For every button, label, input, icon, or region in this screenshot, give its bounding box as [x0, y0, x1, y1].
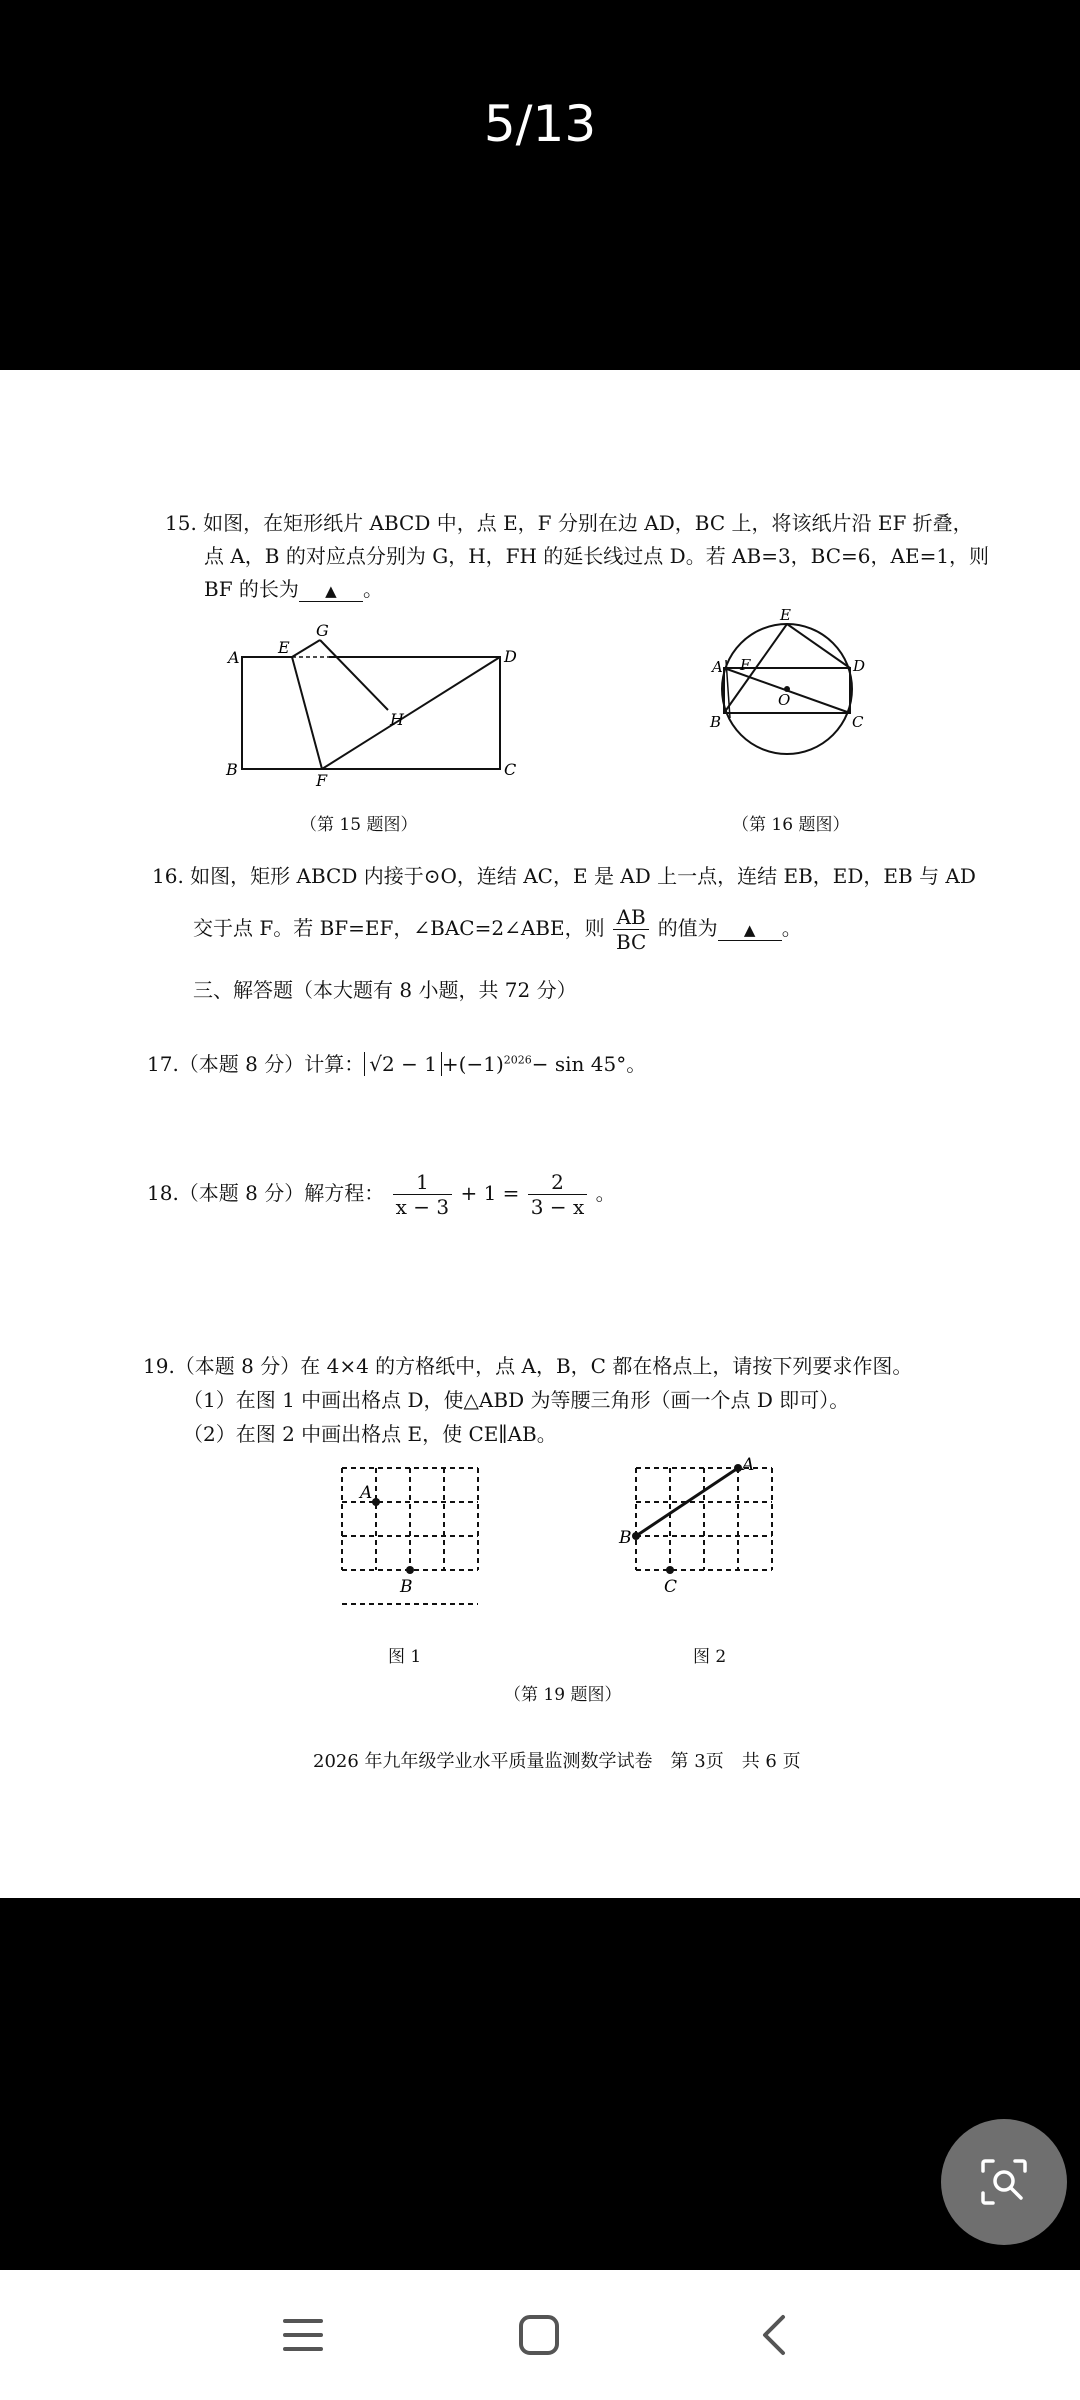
label-a: A: [360, 1483, 373, 1503]
fold-line-ef: [292, 657, 322, 769]
q15-answer-blank: [299, 577, 363, 602]
q18-frac1-numerator: 1: [393, 1170, 452, 1195]
segment-gh: [320, 640, 388, 710]
q16-fraction-numerator: AB: [613, 905, 649, 930]
figure-16: [680, 600, 910, 760]
q17: [147, 1048, 646, 1077]
label-h: H: [390, 710, 404, 729]
label-b: B: [226, 760, 238, 779]
q15-line3-suffix: 。: [362, 577, 383, 601]
label-f: F: [316, 771, 328, 790]
q16-line2: [193, 905, 802, 954]
label-b: B: [400, 1577, 413, 1597]
page-footer: 2026 年九年级学业水平质量监测数学试卷 第 3页 共 6 页: [313, 1751, 801, 1772]
figure-15: [220, 620, 520, 790]
label-c: C: [504, 760, 517, 779]
q18-frac2-numerator: 2: [528, 1170, 587, 1195]
grid-point-a: [372, 1498, 380, 1506]
rectangle-abcd: [242, 657, 500, 769]
q15-line1: 15. 如图，在矩形纸片 ABCD 中，点 E，F 分别在边 AD，BC 上，将该纸片沿 EF 折叠，: [165, 511, 973, 535]
q18-mid: + 1 =: [460, 1181, 520, 1205]
grid-figure-2: [616, 1455, 786, 1598]
q15-line3: [204, 573, 383, 602]
menu-icon: [281, 2315, 325, 2355]
label-e: E: [780, 606, 791, 624]
grid-point-a: [734, 1464, 742, 1472]
segment-fd: [322, 657, 500, 769]
q16-line2-prefix: 交于点 F。若 BF=EF，∠BAC=2∠ABE，则: [193, 916, 605, 940]
q18-fraction-2: [528, 1170, 587, 1219]
fig2-label: 图 2: [693, 1647, 727, 1667]
label-b: B: [619, 1528, 632, 1548]
label-e: E: [278, 638, 290, 657]
label-d: D: [853, 657, 866, 675]
viewer-footer: [0, 1898, 1080, 2270]
q15-answer-mark: ▲: [325, 582, 337, 600]
home-icon: [517, 2313, 561, 2357]
q17-mid: +(−1): [441, 1052, 504, 1076]
menu-button[interactable]: [253, 2285, 353, 2385]
home-button[interactable]: [489, 2285, 589, 2385]
q16-line2-end: 。: [781, 916, 802, 940]
q18-frac2-denominator: 3 − x: [530, 1195, 585, 1219]
q15-line2: 点 A，B 的对应点分别为 G，H，FH 的延长线过点 D。若 AB=3，BC=6，AE=1，则: [204, 544, 990, 568]
q18-fraction-1: [393, 1170, 452, 1219]
fig1-label: 图 1: [388, 1647, 422, 1667]
q19-line3: （2）在图 2 中画出格点 E，使 CE∥AB。: [183, 1422, 557, 1446]
label-c: C: [852, 713, 864, 731]
grid-point-b: [406, 1566, 414, 1574]
viewer-header: [0, 0, 1080, 370]
q16-fraction: [613, 905, 649, 954]
exam-page: [0, 370, 1080, 1898]
section-3-heading: 三、解答题（本大题有 8 小题，共 72 分）: [193, 978, 577, 1002]
q17-absolute-value: √2 − 1: [364, 1052, 442, 1076]
label-b: B: [710, 713, 722, 731]
q16-answer-blank: [718, 916, 782, 941]
q19-line2: （1）在图 1 中画出格点 D，使△ABD 为等腰三角形（画一个点 D 即可）。: [183, 1388, 850, 1412]
q16-fraction-denominator: BC: [615, 930, 647, 954]
page-indicator: 5/13: [483, 95, 597, 153]
q15-line3-prefix: BF 的长为: [204, 577, 299, 601]
label-d: D: [504, 647, 517, 666]
q17-end: − sin 45°。: [531, 1052, 647, 1076]
q17-exponent: 2026: [503, 1053, 532, 1067]
back-button[interactable]: [725, 2285, 825, 2385]
label-g: G: [316, 621, 329, 640]
label-o: O: [778, 691, 791, 709]
q17-prefix: 17.（本题 8 分）计算：: [147, 1052, 365, 1076]
system-navigation-bar: [0, 2270, 1080, 2400]
back-icon: [755, 2313, 795, 2357]
label-a: A: [712, 658, 723, 676]
image-search-button[interactable]: [941, 2119, 1067, 2245]
q16-line2-suffix: 的值为: [657, 916, 718, 940]
label-c: C: [664, 1577, 678, 1597]
image-search-icon: [977, 2155, 1031, 2209]
segment-ab: [636, 1468, 738, 1536]
label-f: F: [740, 656, 751, 674]
segment-eg: [292, 640, 320, 657]
q18-end: 。: [595, 1181, 616, 1205]
grid-figure-1: [330, 1458, 490, 1598]
label-a: A: [228, 648, 240, 667]
grid-point-b: [632, 1532, 640, 1540]
q18: [147, 1170, 616, 1219]
label-a: A: [742, 1455, 755, 1475]
q16-line1: 16. 如图，矩形 ABCD 内接于⊙O，连结 AC，E 是 AD 上一点，连结 EB，ED，EB 与 AD: [152, 864, 976, 888]
q18-frac1-denominator: x − 3: [395, 1195, 450, 1219]
figure-19-caption: （第 19 题图）: [504, 1685, 622, 1705]
q16-answer-mark: ▲: [743, 921, 756, 939]
segment-ed: [787, 624, 850, 668]
q19-line1: 19.（本题 8 分）在 4×4 的方格纸中，点 A，B，C 都在格点上，请按下列要求作图。: [143, 1354, 913, 1378]
figure-16-caption: （第 16 题图）: [732, 815, 850, 835]
figure-15-caption: （第 15 题图）: [300, 815, 418, 835]
grid-point-c: [666, 1566, 674, 1574]
q18-prefix: 18.（本题 8 分）解方程：: [147, 1181, 385, 1205]
